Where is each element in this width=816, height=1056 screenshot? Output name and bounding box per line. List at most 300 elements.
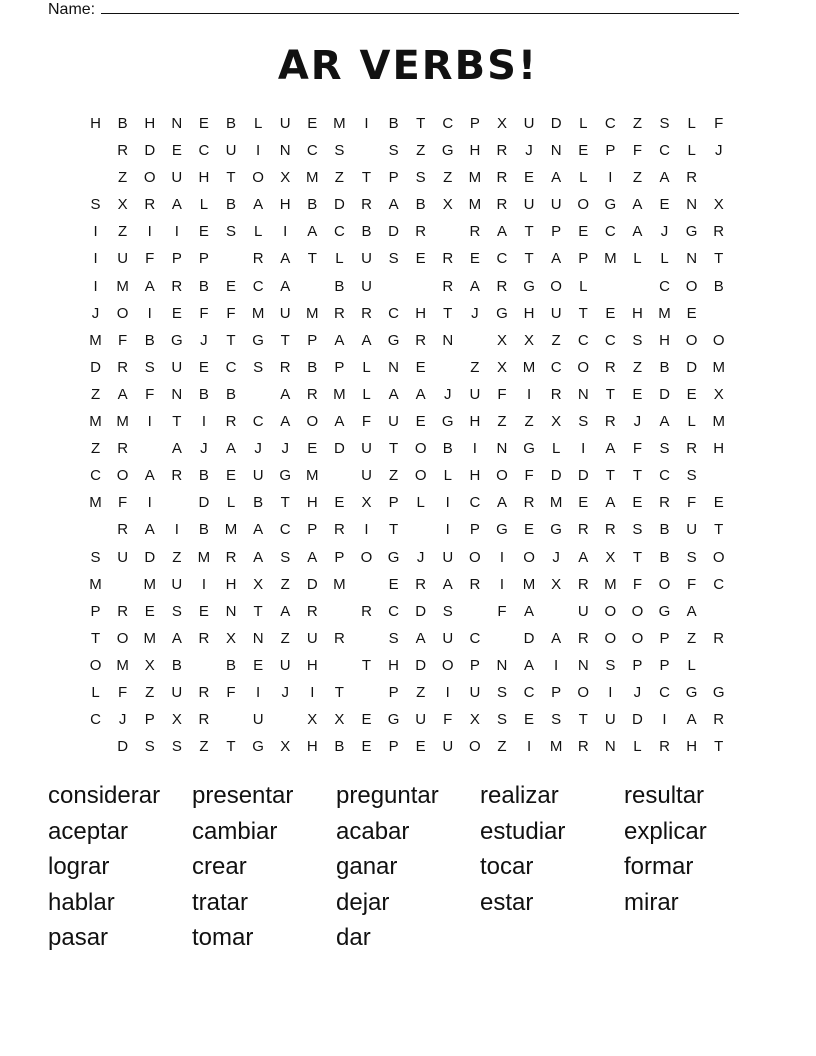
grid-letter: G <box>604 196 617 214</box>
grid-letter: M <box>116 656 129 674</box>
grid-letter: H <box>306 656 318 674</box>
grid-letter: F <box>632 142 642 160</box>
grid-letter: S <box>632 331 643 349</box>
grid-letter: S <box>171 602 182 620</box>
grid-letter: M <box>306 467 319 485</box>
grid-letter: R <box>469 575 481 593</box>
grid-letter: H <box>90 115 101 132</box>
grid-row <box>82 164 732 191</box>
grid-letter: E <box>253 656 264 674</box>
grid-letter: F <box>118 494 128 512</box>
grid-letter: X <box>253 575 264 593</box>
grid-letter: L <box>362 358 371 376</box>
grid-letter <box>705 462 732 489</box>
grid-letter: E <box>307 115 318 132</box>
grid-letter: B <box>415 196 426 214</box>
grid-letter: P <box>659 629 670 647</box>
grid-letter: J <box>200 440 208 458</box>
grid-row <box>82 327 732 354</box>
grid-letter: A <box>171 196 182 214</box>
grid-letter: I <box>201 575 206 593</box>
grid-letter: N <box>496 656 508 674</box>
grid-letter: L <box>687 413 696 431</box>
grid-letter: B <box>307 358 318 376</box>
grid-letter: I <box>445 521 450 539</box>
grid-letter: G <box>685 223 698 241</box>
grid-letter: H <box>279 196 291 214</box>
grid-letter: I <box>608 683 613 701</box>
grid-letter: Z <box>632 358 642 376</box>
grid-letter: C <box>306 142 318 160</box>
grid-letter: A <box>226 440 237 458</box>
grid-letter: C <box>469 494 481 512</box>
grid-letter: I <box>499 575 505 593</box>
grid-letter: I <box>554 656 559 674</box>
grid-row <box>82 598 732 625</box>
grid-letter: E <box>578 494 589 512</box>
grid-letter: N <box>171 385 183 403</box>
grid-letter: I <box>499 548 505 566</box>
grid-letter: M <box>116 413 129 431</box>
grid-letter: C <box>604 331 616 349</box>
grid-letter: S <box>578 413 589 431</box>
grid-letter: J <box>552 548 560 566</box>
grid-letter <box>272 706 299 733</box>
grid-letter: T <box>388 521 399 539</box>
grid-row <box>82 408 732 435</box>
grid-letter: P <box>388 683 399 701</box>
grid-letter: B <box>334 277 345 295</box>
grid-letter: E <box>632 494 643 512</box>
word-bank-item: tratar <box>192 888 249 916</box>
grid-letter: A <box>280 277 291 295</box>
grid-letter: H <box>469 467 481 485</box>
grid-letter: D <box>144 548 156 566</box>
grid-letter: F <box>361 413 372 431</box>
grid-letter: H <box>713 440 725 458</box>
word-bank-item: explicar <box>624 817 707 845</box>
grid-letter: U <box>361 250 372 268</box>
grid-letter: L <box>579 169 588 187</box>
grid-letter: T <box>632 548 642 566</box>
grid-letter: R <box>333 629 345 647</box>
grid-letter: U <box>523 115 535 132</box>
grid-letter: E <box>524 521 535 539</box>
grid-letter: I <box>581 440 586 458</box>
grid-letter: O <box>116 467 129 485</box>
grid-letter: M <box>522 358 536 376</box>
grid-letter <box>705 598 732 625</box>
grid-letter: M <box>143 629 156 647</box>
grid-row <box>82 544 732 571</box>
grid-letter: L <box>253 115 263 132</box>
grid-letter: S <box>144 738 155 756</box>
grid-letter: A <box>415 629 426 647</box>
grid-letter: E <box>415 738 426 756</box>
grid-letter: L <box>633 250 642 268</box>
grid-letter: E <box>578 223 589 241</box>
grid-letter: A <box>307 223 318 241</box>
grid-letter: B <box>226 656 237 674</box>
grid-letter: H <box>632 304 643 322</box>
grid-letter: X <box>496 358 507 376</box>
grid-row <box>82 273 732 300</box>
grid-letter <box>217 245 244 272</box>
grid-letter: A <box>496 223 507 241</box>
grid-letter: C <box>604 115 616 132</box>
grid-letter: M <box>712 358 725 376</box>
grid-letter: Z <box>90 385 101 403</box>
word-bank-item: aceptar <box>48 817 129 845</box>
grid-letter: Z <box>443 169 453 187</box>
grid-letter: P <box>388 738 399 756</box>
grid-letter: J <box>254 440 262 458</box>
grid-letter: E <box>415 358 426 376</box>
grid-letter: G <box>496 304 508 322</box>
grid-letter: C <box>550 358 562 376</box>
grid-letter: P <box>388 169 399 187</box>
grid-letter: Z <box>334 169 344 187</box>
grid-letter: N <box>577 385 589 403</box>
grid-letter: N <box>604 738 616 756</box>
grid-letter: S <box>90 548 101 566</box>
grid-letter: H <box>415 304 427 322</box>
grid-letter: A <box>280 385 291 403</box>
grid-letter: U <box>442 548 454 566</box>
grid-letter: D <box>577 467 589 485</box>
grid-letter: O <box>143 169 156 187</box>
grid-letter: U <box>171 683 183 701</box>
grid-letter: J <box>200 331 208 349</box>
grid-letter: U <box>252 711 264 729</box>
grid-letter: A <box>686 602 697 620</box>
word-bank-item: cambiar <box>192 817 278 845</box>
grid-letter: M <box>658 304 671 322</box>
grid-letter: O <box>712 331 725 349</box>
grid-letter: R <box>306 385 318 403</box>
grid-letter: J <box>281 440 289 458</box>
grid-letter: A <box>280 250 291 268</box>
grid-letter: A <box>469 277 480 295</box>
grid-letter: I <box>472 440 477 458</box>
grid-letter: J <box>444 385 452 403</box>
grid-letter: U <box>279 304 291 322</box>
grid-letter: D <box>550 115 562 132</box>
grid-letter: G <box>441 142 454 160</box>
word-bank-item: realizar <box>480 782 559 809</box>
grid-letter: Z <box>551 331 561 349</box>
grid-letter: R <box>415 575 427 593</box>
grid-letter: O <box>604 629 617 647</box>
grid-letter: L <box>660 250 669 268</box>
grid-letter: U <box>117 548 129 566</box>
grid-letter: U <box>361 440 372 458</box>
grid-row <box>82 625 732 652</box>
grid-letter: E <box>171 142 182 160</box>
grid-letter: A <box>605 440 616 458</box>
grid-letter: U <box>306 629 318 647</box>
grid-letter: M <box>468 169 482 187</box>
grid-letter: D <box>117 738 129 756</box>
grid-letter: H <box>469 413 481 431</box>
grid-letter: B <box>713 277 724 295</box>
grid-letter: E <box>198 115 209 132</box>
grid-letter: Z <box>497 738 507 756</box>
grid-letter: R <box>442 250 454 268</box>
grid-letter: C <box>388 602 399 620</box>
grid-letter: S <box>90 196 101 214</box>
word-bank-item: preguntar <box>336 782 439 809</box>
grid-letter: N <box>171 115 183 132</box>
grid-letter: A <box>117 385 128 403</box>
grid-letter: R <box>550 385 562 403</box>
grid-letter: U <box>171 169 183 187</box>
grid-letter: F <box>145 250 155 268</box>
grid-letter: G <box>387 548 400 566</box>
grid-letter: B <box>144 331 155 349</box>
grid-letter <box>326 462 353 489</box>
grid-letter: B <box>198 277 209 295</box>
grid-letter: O <box>550 277 562 295</box>
grid-letter: R <box>117 142 129 160</box>
grid-letter: I <box>364 521 369 539</box>
grid-letter: U <box>469 385 481 403</box>
page-title: AR VERBS! <box>277 43 539 89</box>
word-bank-item: tomar <box>192 924 254 951</box>
grid-letter: C <box>604 223 616 241</box>
grid-letter: S <box>686 548 697 566</box>
grid-letter: R <box>713 223 725 241</box>
grid-letter: A <box>253 548 264 566</box>
grid-letter: S <box>496 711 507 729</box>
grid-letter <box>461 598 488 625</box>
name-label: Name: <box>48 1 96 18</box>
grid-letter: M <box>224 521 238 539</box>
grid-letter: H <box>388 656 399 674</box>
grid-letter: F <box>118 683 128 701</box>
word-bank-item: lograr <box>48 853 110 880</box>
grid-letter: A <box>524 656 535 674</box>
grid-letter: U <box>388 413 399 431</box>
grid-letter <box>353 571 380 598</box>
grid-letter: I <box>147 494 152 512</box>
grid-letter: T <box>361 169 372 187</box>
grid-letter: R <box>225 413 237 431</box>
grid-letter: C <box>659 683 670 701</box>
grid-letter: R <box>117 521 129 539</box>
grid-letter: T <box>280 331 290 349</box>
grid-letter: Z <box>145 683 155 701</box>
grid-letter <box>82 137 109 164</box>
grid-letter: R <box>333 304 345 322</box>
grid-letter: U <box>117 250 129 268</box>
grid-letter: G <box>523 440 535 458</box>
grid-letter: B <box>226 196 237 214</box>
grid-letter: A <box>632 223 643 241</box>
grid-letter: H <box>659 331 670 349</box>
grid-letter: M <box>143 575 156 593</box>
grid-letter: A <box>605 494 616 512</box>
grid-letter: P <box>90 602 101 620</box>
word-bank-item: formar <box>624 853 694 880</box>
grid-letter: R <box>361 196 372 214</box>
word-bank-item: mirar <box>624 888 679 916</box>
grid-letter: R <box>361 602 372 620</box>
grid-letter: U <box>361 277 372 295</box>
word-bank <box>48 778 768 956</box>
grid-letter: E <box>226 277 237 295</box>
grid-letter: D <box>333 440 345 458</box>
word-bank-item: ganar <box>336 853 398 880</box>
grid-letter: Z <box>172 548 182 566</box>
grid-letter: F <box>687 494 697 512</box>
grid-letter: D <box>632 711 643 729</box>
grid-letter: R <box>686 440 698 458</box>
grid-letter: S <box>171 738 182 756</box>
grid-letter: C <box>713 575 725 593</box>
grid-letter: J <box>471 304 479 322</box>
grid-letter: D <box>90 358 101 376</box>
grid-letter: T <box>307 250 317 268</box>
grid-letter: E <box>578 142 589 160</box>
grid-letter: M <box>89 494 102 512</box>
grid-letter: A <box>307 548 318 566</box>
grid-letter: Z <box>632 169 642 187</box>
grid-letter: C <box>469 629 481 647</box>
grid-letter: U <box>523 196 535 214</box>
grid-letter: L <box>687 656 696 674</box>
grid-letter: U <box>225 142 237 160</box>
grid-letter: H <box>686 738 698 756</box>
grid-letter: X <box>280 738 291 756</box>
grid-letter <box>461 327 488 354</box>
grid-letter: F <box>497 602 507 620</box>
grid-letter: O <box>685 331 698 349</box>
grid-letter: B <box>361 223 372 241</box>
grid-letter: I <box>310 683 315 701</box>
word-bank-item: hablar <box>48 888 115 916</box>
grid-letter: I <box>174 521 179 539</box>
grid-letter: G <box>658 602 671 620</box>
grid-letter: F <box>497 385 507 403</box>
grid-row <box>82 110 732 137</box>
grid-letter: R <box>117 602 129 620</box>
grid-letter: A <box>551 629 562 647</box>
grid-letter: X <box>307 711 318 729</box>
grid-letter: R <box>415 223 427 241</box>
grid-letter: D <box>659 385 670 403</box>
grid-letter: E <box>524 711 535 729</box>
grid-letter: T <box>714 738 724 756</box>
grid-letter: M <box>333 115 346 132</box>
grid-letter: C <box>252 277 264 295</box>
grid-letter: A <box>361 331 372 349</box>
grid-letter: F <box>524 467 534 485</box>
grid-letter: B <box>659 358 670 376</box>
grid-letter: T <box>388 440 399 458</box>
grid-letter: C <box>659 277 670 295</box>
grid-letter: S <box>605 656 616 674</box>
grid-letter: A <box>551 250 562 268</box>
grid-letter: U <box>171 575 183 593</box>
grid-letter: R <box>117 358 129 376</box>
grid-letter: A <box>334 413 345 431</box>
grid-letter: R <box>361 304 372 322</box>
grid-letter: M <box>333 575 346 593</box>
grid-letter: J <box>91 304 100 322</box>
grid-letter: T <box>714 521 724 539</box>
grid-letter: B <box>117 115 128 132</box>
grid-letter: J <box>281 683 289 701</box>
grid-letter: M <box>468 196 482 214</box>
grid-letter <box>597 273 624 300</box>
grid-letter: Z <box>118 223 128 241</box>
grid-letter: O <box>577 358 590 376</box>
grid-letter: X <box>226 629 237 647</box>
grid-letter: A <box>496 494 507 512</box>
grid-letter: Z <box>416 683 426 701</box>
grid-letter: E <box>198 602 209 620</box>
grid-letter: I <box>445 494 450 512</box>
grid-letter: I <box>256 142 261 160</box>
word-bank-item: acabar <box>336 817 410 845</box>
grid-letter: O <box>306 413 319 431</box>
grid-letter: S <box>659 440 670 458</box>
grid-letter: A <box>253 196 264 214</box>
grid-letter <box>326 652 353 679</box>
grid-letter: X <box>605 548 616 566</box>
word-bank-item: considerar <box>48 782 161 809</box>
grid-letter: P <box>307 521 318 539</box>
grid-letter: H <box>225 575 237 593</box>
word-bank-item: estar <box>480 888 534 916</box>
grid-letter: I <box>662 711 667 729</box>
grid-letter <box>705 164 732 191</box>
grid-letter: C <box>225 358 237 376</box>
grid-letter: A <box>551 169 562 187</box>
grid-letter: B <box>171 656 182 674</box>
grid-letter: X <box>551 575 562 593</box>
grid-letter: T <box>226 738 236 756</box>
grid-letter: R <box>415 331 427 349</box>
grid-letter: A <box>388 385 399 403</box>
grid-letter <box>82 733 109 760</box>
grid-letter <box>82 164 109 191</box>
grid-letter: E <box>524 169 535 187</box>
grid-row <box>82 137 732 164</box>
grid-letter: O <box>712 548 725 566</box>
grid-letter: X <box>524 331 535 349</box>
grid-letter: R <box>713 711 725 729</box>
grid-letter: L <box>687 115 696 132</box>
grid-letter: X <box>496 331 507 349</box>
grid-letter: O <box>441 656 454 674</box>
grid-letter: B <box>388 115 399 132</box>
grid-letter: O <box>414 440 427 458</box>
grid-letter: S <box>551 711 562 729</box>
grid-letter: F <box>714 115 724 132</box>
grid-letter: A <box>171 440 182 458</box>
grid-letter: P <box>551 223 562 241</box>
grid-letter: O <box>496 467 508 485</box>
grid-letter: R <box>577 575 589 593</box>
grid-letter: R <box>198 711 210 729</box>
grid-letter: E <box>198 358 209 376</box>
grid-letter: N <box>496 440 508 458</box>
grid-letter: J <box>525 142 533 160</box>
name-blank-line[interactable] <box>101 0 739 14</box>
grid-letter <box>705 652 732 679</box>
